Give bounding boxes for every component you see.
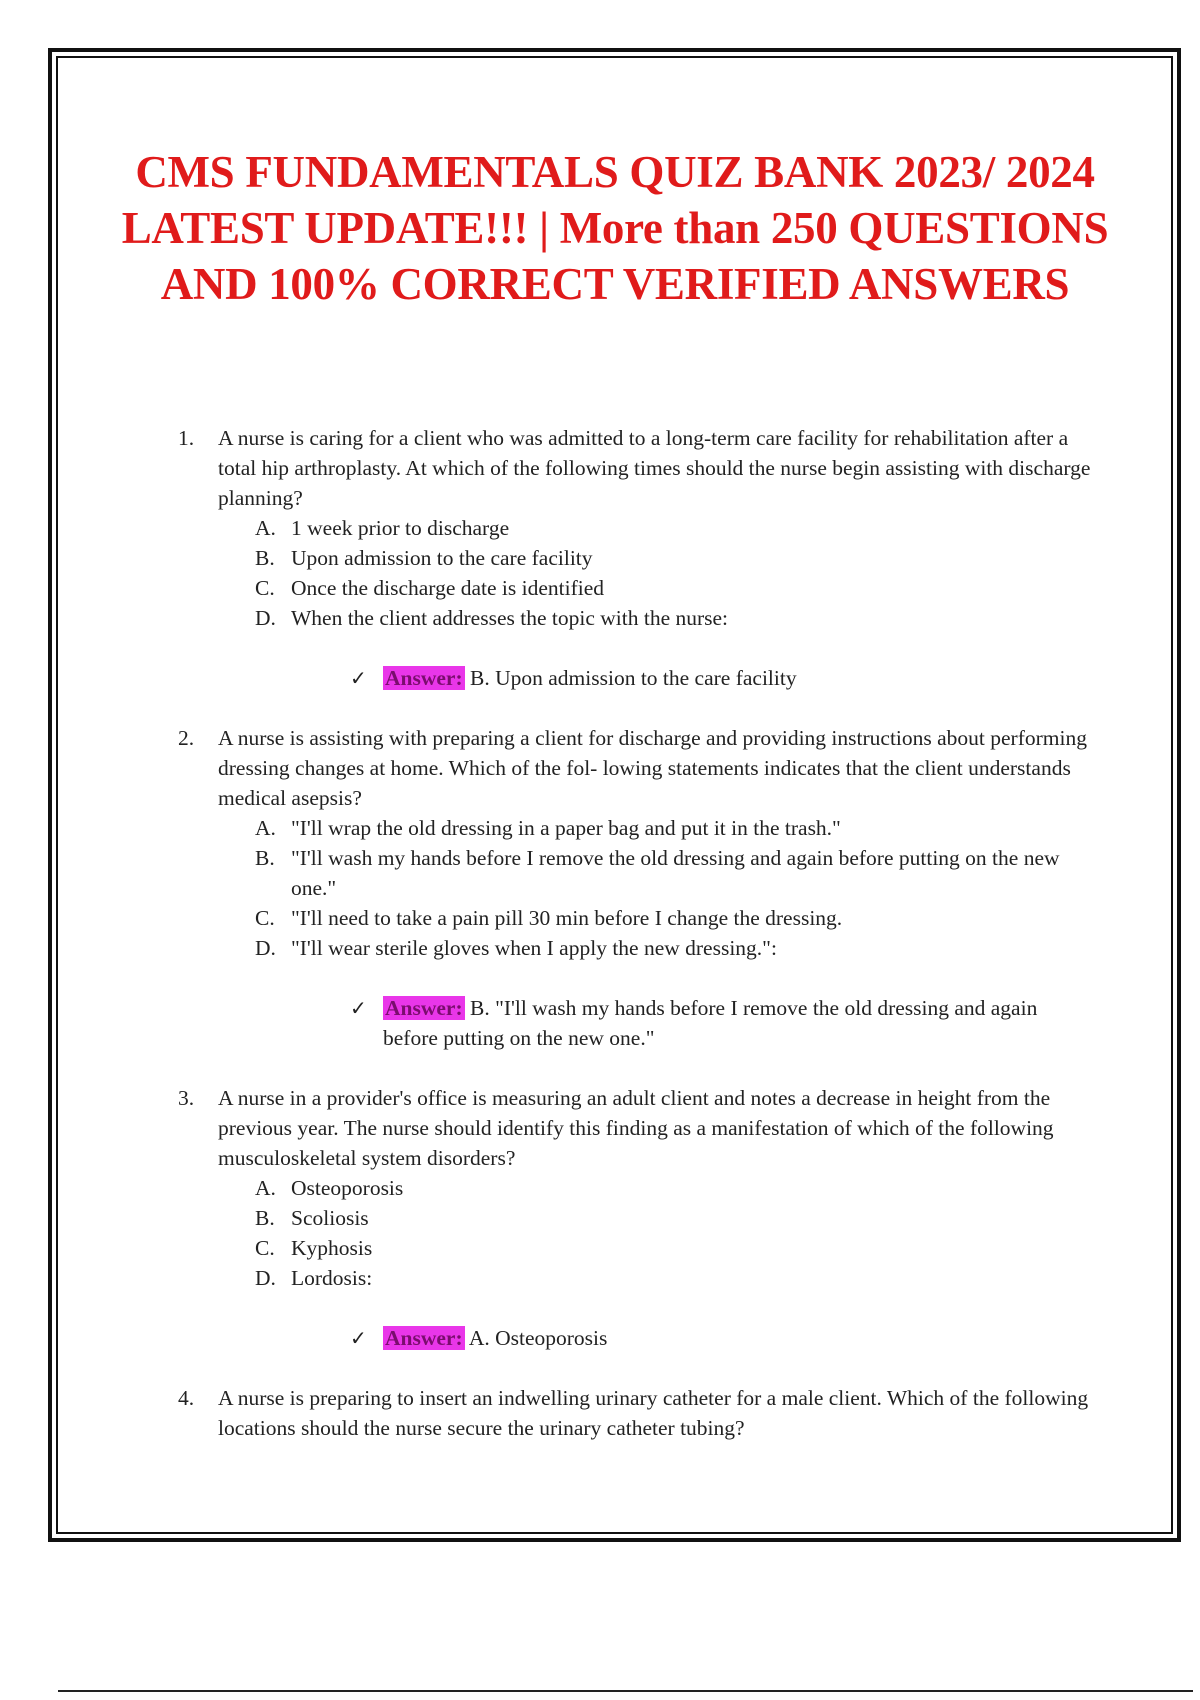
answer-text: B. Upon admission to the care facility — [470, 666, 797, 690]
question-item — [178, 723, 1098, 1053]
option-letter: B. — [255, 546, 275, 570]
option-item — [255, 813, 1098, 843]
answer-line — [218, 993, 1098, 1053]
question-number: 1. — [178, 426, 195, 450]
option-item — [255, 1173, 1098, 1203]
option-item — [255, 543, 1098, 573]
option-item — [255, 603, 1098, 633]
option-item — [255, 843, 1098, 903]
option-text: When the client addresses the topic with the nurse: — [291, 606, 729, 630]
option-letter: D. — [255, 606, 276, 630]
option-text: Upon admission to the care facility — [291, 546, 593, 570]
question-number: 2. — [178, 726, 195, 750]
option-letter: C. — [255, 576, 275, 600]
option-letter: C. — [255, 1236, 275, 1260]
question-text: A nurse in a provider's office is measuring an adult client and notes a decrease in height from the previous year. The nurse should identify this finding as a manifestation of which of the following musculoskeletal system disorders? — [218, 1086, 1054, 1170]
option-text: 1 week prior to discharge — [291, 516, 510, 540]
option-item — [255, 933, 1098, 963]
question-text: A nurse is assisting with preparing a client for discharge and providing instructions about performing dressing changes at home. Which of the fol- lowing statements indicates that the client understands medical asepsis? — [218, 726, 1087, 810]
option-letter: A. — [255, 816, 276, 840]
option-letter: A. — [255, 516, 276, 540]
option-text: "I'll wash my hands before I remove the old dressing and again before putting on the new one." — [291, 846, 1060, 900]
question-number: 4. — [178, 1386, 195, 1410]
option-list — [218, 813, 1098, 963]
option-text: "I'll wrap the old dressing in a paper bag and put it in the trash." — [291, 816, 841, 840]
option-letter: A. — [255, 1176, 276, 1200]
answer-label: Answer: — [385, 996, 463, 1020]
option-item — [255, 513, 1098, 543]
question-item — [178, 1083, 1098, 1353]
option-text: Scoliosis — [291, 1206, 369, 1230]
answer-line — [218, 663, 1098, 693]
question-text: A nurse is caring for a client who was admitted to a long-term care facility for rehabilitation after a total hip arthroplasty. At which of the following times should the nurse begin assisting with discharge planning? — [218, 426, 1091, 510]
question-item — [178, 423, 1098, 693]
option-item — [255, 1203, 1098, 1233]
option-letter: B. — [255, 846, 275, 870]
option-text: Lordosis: — [291, 1266, 373, 1290]
checkmark-icon: ✓ — [350, 1326, 367, 1350]
question-item — [178, 1383, 1098, 1443]
answer-label: Answer: — [385, 1326, 463, 1350]
footer-divider — [58, 1690, 1193, 1692]
question-number: 3. — [178, 1086, 195, 1110]
option-list — [218, 513, 1098, 633]
checkmark-icon: ✓ — [350, 996, 367, 1020]
option-text: Osteoporosis — [291, 1176, 404, 1200]
option-letter: D. — [255, 936, 276, 960]
option-item — [255, 1233, 1098, 1263]
option-text: "I'll need to take a pain pill 30 min before I change the dressing. — [291, 906, 843, 930]
document-title: CMS FUNDAMENTALS QUIZ BANK 2023/ 2024 LATEST UPDATE!!! | More than 250 QUESTIONS AND 100% CORRECT VERIFIED ANSWERS — [121, 147, 1109, 309]
option-text: Once the discharge date is identified — [291, 576, 605, 600]
option-item — [255, 903, 1098, 933]
answer-text: B. "I'll wash my hands before I remove the old dressing and again before putting on the new one." — [383, 996, 1038, 1050]
option-item — [255, 1263, 1098, 1293]
checkmark-icon: ✓ — [350, 666, 367, 690]
answer-text: A. Osteoporosis — [468, 1326, 608, 1350]
option-text: "I'll wear sterile gloves when I apply the new dressing.": — [291, 936, 777, 960]
answer-line — [218, 1323, 1098, 1353]
option-letter: D. — [255, 1266, 276, 1290]
option-text: Kyphosis — [291, 1236, 373, 1260]
option-item — [255, 573, 1098, 603]
option-letter: C. — [255, 906, 275, 930]
option-list — [218, 1173, 1098, 1293]
option-letter: B. — [255, 1206, 275, 1230]
answer-label: Answer: — [385, 666, 463, 690]
question-list — [178, 423, 1098, 1443]
question-text: A nurse is preparing to insert an indwelling urinary catheter for a male client. Which of the following locations should the nurse secure the urinary catheter tubing? — [218, 1386, 1089, 1440]
